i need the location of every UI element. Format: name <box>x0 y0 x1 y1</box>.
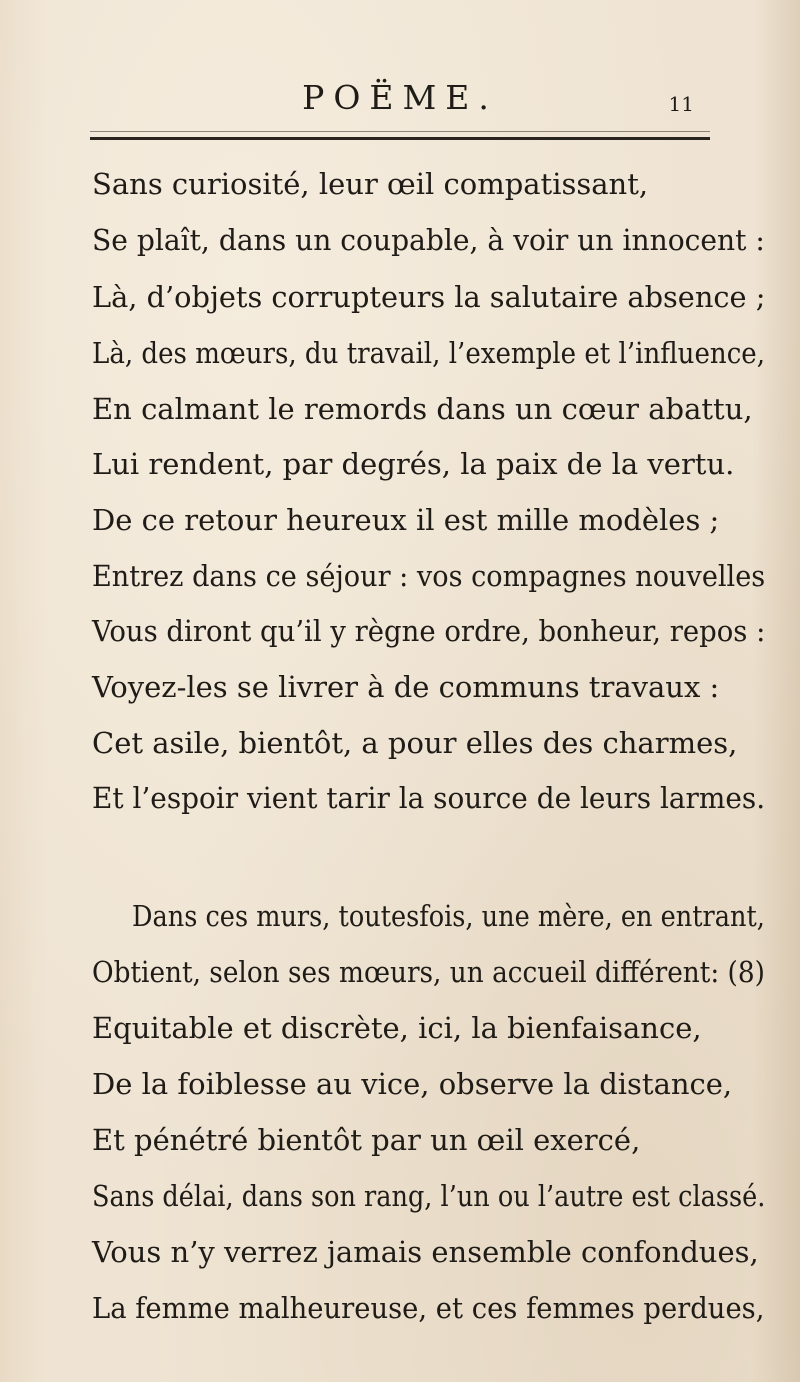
verse-line: En calmant le remords dans un cœur abattu, <box>92 392 753 426</box>
running-title: POËME. <box>302 78 498 117</box>
verse-line: Là, des mœurs, du travail, l’exemple et l’influence, <box>92 336 766 370</box>
verse-line: Obtient, selon ses mœurs, un accueil différent: (8) <box>92 955 765 989</box>
verse-line: Sans délai, dans son rang, l’un ou l’autre est classé. <box>92 1179 766 1213</box>
verse-line: Equitable et discrète, ici, la bienfaisance, <box>92 1011 702 1045</box>
verse-line: Voyez-les se livrer à de communs travaux : <box>92 670 720 704</box>
verse-line: De ce retour heureux il est mille modèles ; <box>92 503 720 537</box>
verse-line: Dans ces murs, toutesfois, une mère, en entrant, <box>132 899 765 933</box>
verse-line: De la foiblesse au vice, observe la distance, <box>92 1067 733 1101</box>
verse-line: Et pénétré bientôt par un œil exercé, <box>92 1123 641 1157</box>
verse-line: La femme malheureuse, et ces femmes perdues, <box>92 1291 765 1325</box>
page-number: 11 <box>668 92 694 116</box>
verse-line: Cet asile, bientôt, a pour elles des charmes, <box>92 726 738 760</box>
verse-line: Lui rendent, par degrés, la paix de la vertu. <box>92 447 735 481</box>
header-rule-thin <box>90 131 710 132</box>
verse-line: Se plaît, dans un coupable, à voir un innocent : <box>92 223 765 257</box>
verse-line: Entrez dans ce séjour : vos compagnes nouvelles <box>92 559 766 593</box>
verse-line: Vous n’y verrez jamais ensemble confondues, <box>92 1235 759 1269</box>
header-rule <box>90 137 710 140</box>
verse-line: Vous diront qu’il y règne ordre, bonheur, repos : <box>92 614 766 648</box>
verse-line: Sans curiosité, leur œil compatissant, <box>92 167 649 201</box>
verse-line: Et l’espoir vient tarir la source de leurs larmes. <box>92 781 766 815</box>
verse-line: Là, d’objets corrupteurs la salutaire absence ; <box>92 280 766 314</box>
